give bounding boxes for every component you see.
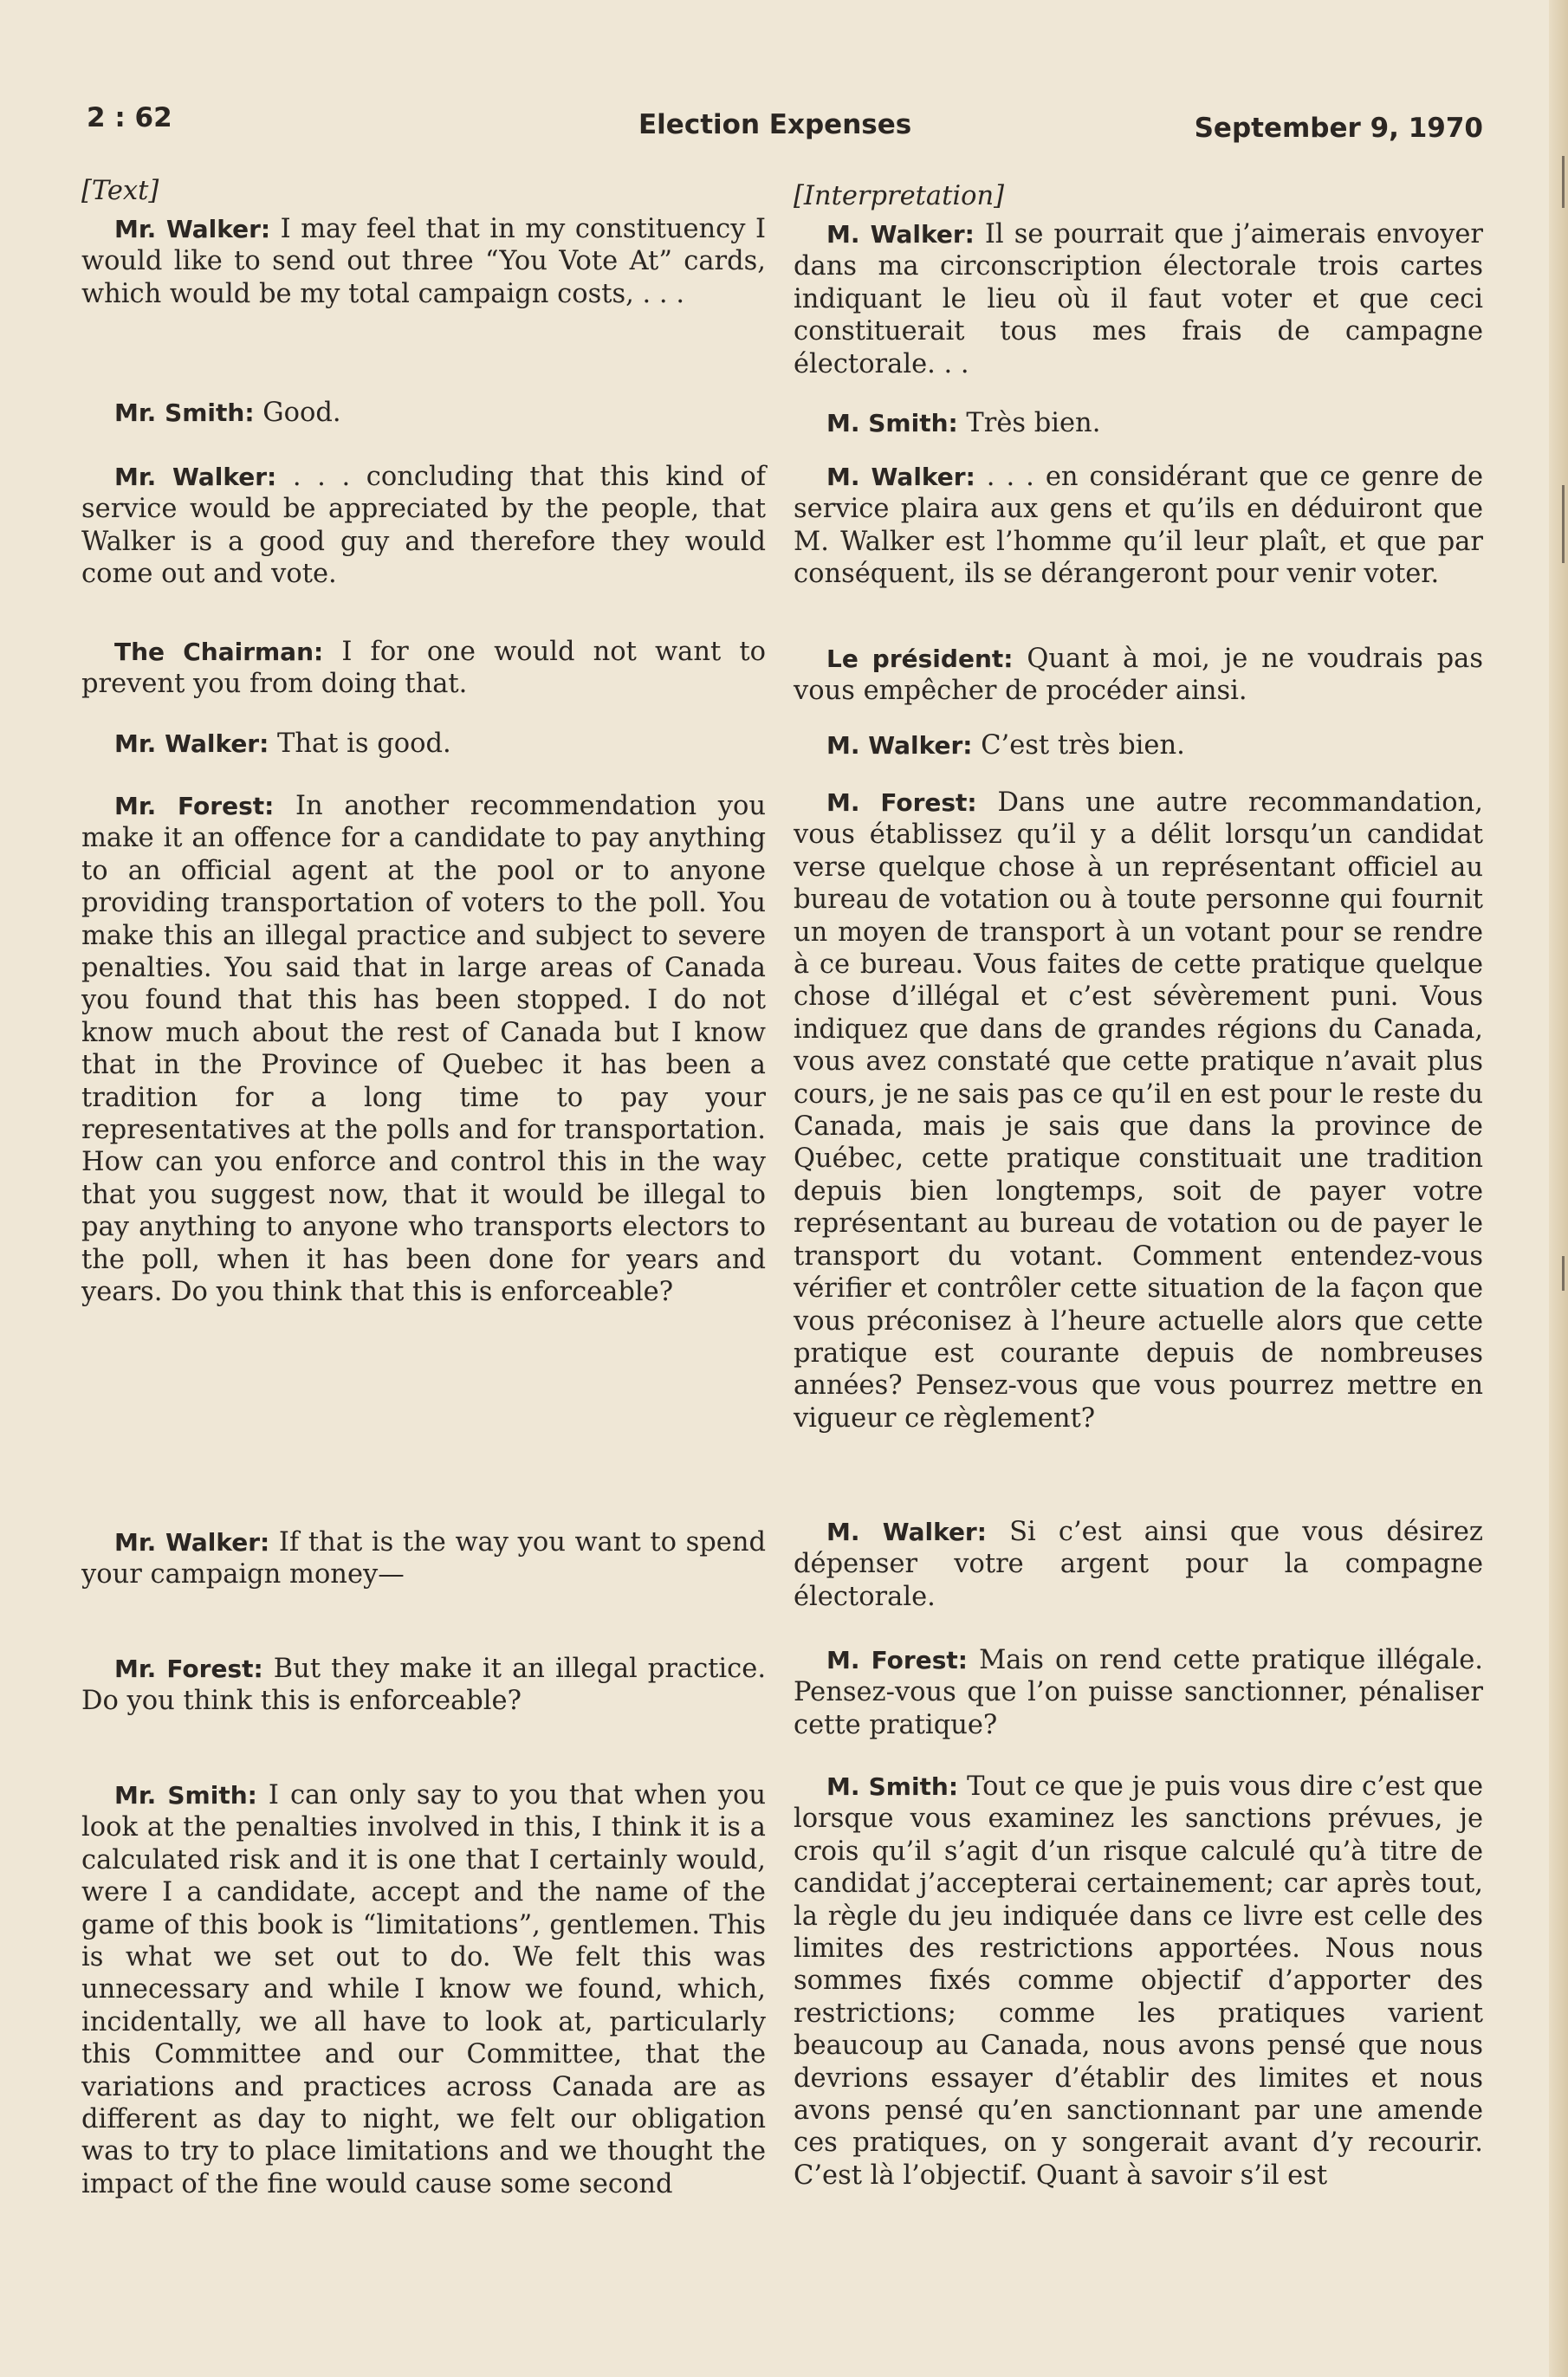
- speaker-name: Mr. Smith:: [114, 398, 255, 427]
- statement-text: Il se pourrait que j’aimerais envoyer dans ma circonscription électorale trois cartes indiquant le lieu où il faut voter et que ceci constituerait tous mes frais de campagne électorale. . .: [794, 219, 1483, 379]
- statement-text: C’est très bien.: [981, 730, 1185, 761]
- speaker-name: M. Walker:: [826, 1518, 987, 1546]
- statement: [81, 397, 766, 429]
- statement: [794, 787, 1483, 1435]
- statement: [81, 1779, 766, 2200]
- speaker-name: M. Walker:: [826, 731, 973, 760]
- statement-text: I can only say to you that when you look at the penalties involved in this, I think it is a calculated risk and it is one that I certainly would, were I a candidate, accept and the name of the game of this book is “limitations”, gentlemen. This is what we set out to do. We felt this was unnecessary and while I know we found, which, incidentally, we all have to look at, particularly this Committee and our Committee, that the variations and practices across Canada are as different as day to night, we felt our obligation was to try to place limitations and we thought the impact of the fine would cause some second: [81, 1780, 766, 2199]
- speaker-name: M. Smith:: [826, 409, 958, 437]
- statement: [794, 1516, 1483, 1613]
- speaker-name: Mr. Smith:: [114, 1781, 257, 1810]
- statement-text: Quant à moi, je ne voudrais pas vous empêcher de procéder ainsi.: [794, 644, 1483, 707]
- statement-text: I may feel that in my constituency I would like to send out three “You Vote At” cards, which would be my total campaign costs, . . .: [81, 214, 766, 309]
- statement-text: Dans une autre recommandation, vous établissez qu’il y a délit lorsqu’un candidat verse quelque chose à un représentant officiel au bureau de votation ou à toute personne qui fournit un moyen de transport à un votant pour se rendre à ce bureau. Vous faites de cette pratique quelque chose d’illégal et c’est sévèrement puni. Vous indiquez que dans de grandes régions du Canada, vous avez constaté que cette pratique n’avait plus cours, je ne sais pas ce qu’il en est pour le reste du Canada, mais je sais que dans la province de Québec, cette pratique constituait une tradition depuis bien longtemps, soit de payer votre représentant au bureau de votation ou de payer le transport du votant. Comment entendez-vous vérifier et contrôler cette situation de la façon que vous préconisez à l’heure actuelle alors que cette pratique est courante depuis de nombreuses années? Pensez-vous que vous pourrez mettre en vigueur ce règlement?: [794, 787, 1484, 1434]
- speaker-name: M. Forest:: [826, 788, 977, 817]
- statement: [81, 213, 766, 310]
- running-header: [80, 102, 1483, 146]
- speaker-name: Mr. Walker:: [114, 1528, 270, 1557]
- statement: [81, 1653, 766, 1718]
- statement-text: . . . en considérant que ce genre de service plaira aux gens et qu’ils en déduiront que M. Walker est l’homme qu’il leur plaît, et que par conséquent, ils se dérangeront pour venir voter.: [794, 462, 1483, 590]
- column-label: [Interpretation]: [794, 181, 1004, 211]
- speaker-name: Mr. Walker:: [114, 729, 269, 758]
- speaker-name: Mr. Forest:: [114, 1655, 263, 1683]
- statement-text: Très bien.: [966, 408, 1101, 438]
- statement-text: . . . concluding that this kind of service would be appreciated by the people, that Walker is a good guy and therefore they would come out and vote.: [81, 462, 766, 590]
- page-edge: [1549, 0, 1568, 2377]
- statement: [794, 643, 1483, 708]
- statement-text: But they make it an illegal practice. Do you think this is enforceable?: [81, 1654, 767, 1717]
- speaker-name: M. Walker:: [826, 463, 975, 491]
- speaker-name: Le président:: [826, 644, 1014, 673]
- statement: [81, 728, 766, 760]
- column-label: [Text]: [81, 176, 159, 206]
- statement-text: Mais on rend cette pratique illégale. Pensez-vous que l’on puisse sanctionner, pénaliser cette pratique?: [794, 1645, 1483, 1740]
- speaker-name: The Chairman:: [114, 638, 324, 666]
- statement-text: If that is the way you want to spend your campaign money—: [81, 1527, 766, 1590]
- statement: [794, 218, 1483, 380]
- statement-text: That is good.: [277, 729, 451, 759]
- statement: [81, 1526, 766, 1591]
- running-title: Election Expenses: [638, 109, 912, 140]
- statement: [81, 461, 766, 591]
- running-date: September 9, 1970: [1194, 113, 1483, 144]
- statement: [794, 407, 1483, 439]
- statement: [81, 790, 766, 1309]
- speaker-name: M. Smith:: [826, 1772, 959, 1801]
- statement-text: Si c’est ainsi que vous désirez dépenser votre argent pour la compagne électorale.: [794, 1517, 1483, 1612]
- page-number: 2 : 62: [87, 102, 172, 133]
- statement: [794, 461, 1483, 591]
- statement: [794, 729, 1483, 761]
- statement: [81, 636, 766, 701]
- speaker-name: Mr. Forest:: [114, 792, 275, 820]
- statement-text: Tout ce que je puis vous dire c’est que lorsque vous examinez les sanctions prévues, je crois qu’il s’agit d’un risque calculé qu’à titre de candidat j’accepterai certainement; car après tout, la règle du jeu indiquée dans ce livre est celle des limites des restrictions apportées. Nous nous sommes fixés comme objectif d’apporter des restrictions; comme les pratiques varient beaucoup au Canada, nous avons pensé que nous devrions essayer d’établir des limites et nous avons pensé qu’en sanctionnant par une amende ces pratiques, on y songerait avant d’y recourir. C’est là l’objectif. Quant à savoir s’il est: [794, 1771, 1484, 2191]
- speaker-name: Mr. Walker:: [114, 215, 271, 243]
- statement: [794, 1644, 1483, 1741]
- speaker-name: M. Forest:: [826, 1646, 968, 1674]
- statement: [794, 1771, 1483, 2192]
- statement-text: Good.: [262, 398, 341, 428]
- speaker-name: M. Walker:: [826, 220, 975, 249]
- statement-text: I for one would not want to prevent you from doing that.: [81, 637, 766, 700]
- speaker-name: Mr. Walker:: [114, 463, 277, 491]
- statement-text: In another recommendation you make it an offence for a candidate to pay anything to an official agent at the pool or to anyone providing transportation of voters to the poll. You make this an illegal practice and subject to severe penalties. You said that in large areas of Canada you found that this has been stopped. I do not know much about the rest of Canada but I know that in the Province of Quebec it has been a tradition for a long time to pay your representatives at the polls and for transportation. How can you enforce and control this in the way that you suggest now, that it would be illegal to pay anything to anyone who transports electors to the poll, when it has been done for years and years. Do you think that this is enforceable?: [81, 791, 766, 1308]
